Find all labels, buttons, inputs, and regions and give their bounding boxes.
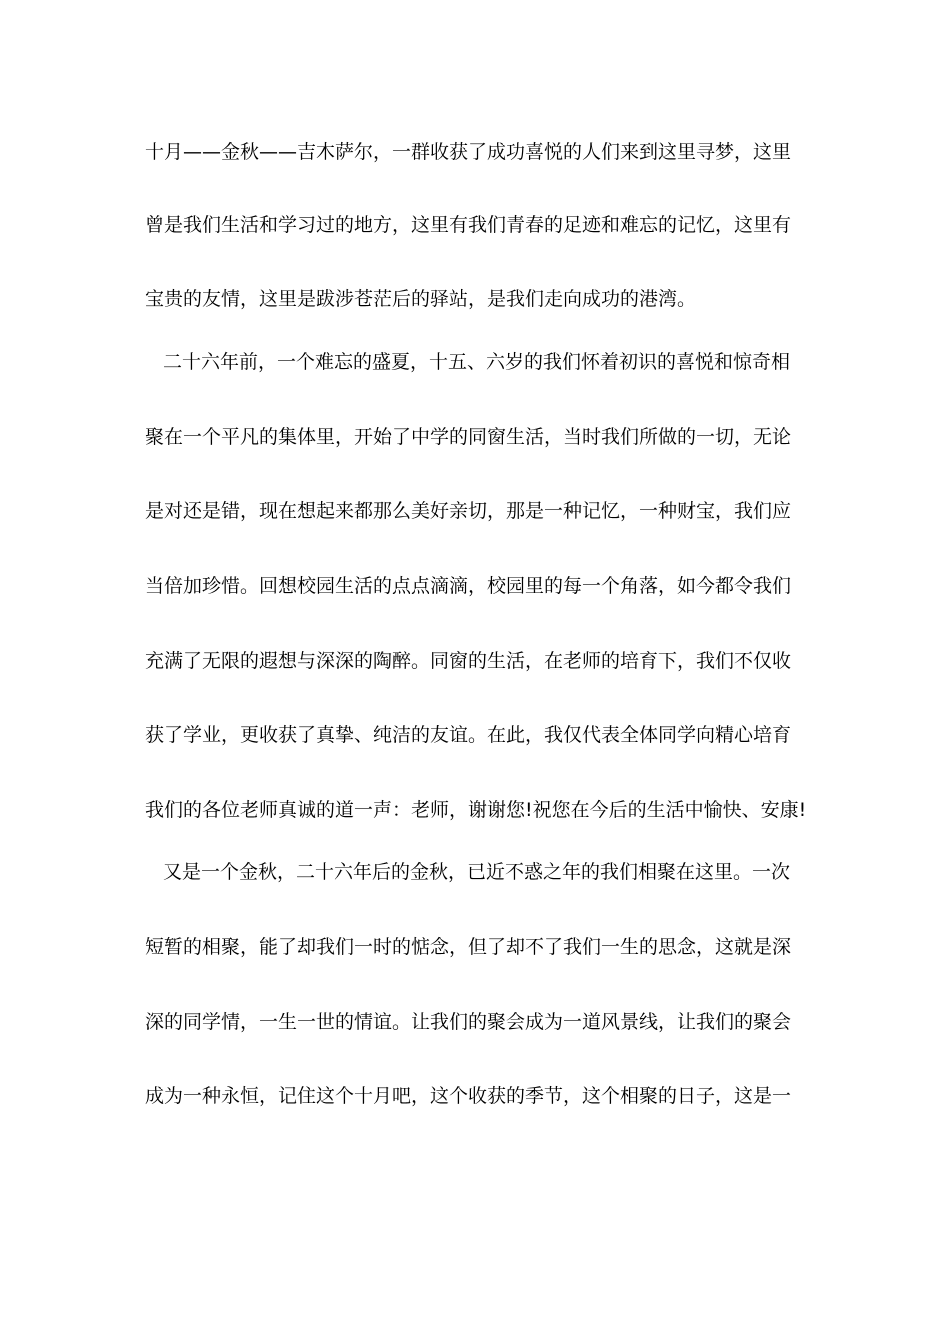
text-line-12: 短暂的相聚，能了却我们一时的惦念，但了却不了我们一生的思念，这就是深 (145, 936, 792, 958)
text-line-8: 充满了无限的遐想与深深的陶醉。同窗的生活，在老师的培育下，我们不仅收 (145, 650, 792, 672)
text-line-11: 又是一个金秋，二十六年后的金秋，已近不惑之年的我们相聚在这里。一次 (163, 861, 791, 883)
text-line-2: 曾是我们生活和学习过的地方，这里有我们青春的足迹和难忘的记忆，这里有 (145, 214, 792, 236)
text-line-14: 成为一种永恒，记住这个十月吧，这个收获的季节，这个相聚的日子，这是一 (145, 1085, 792, 1107)
text-line-13: 深的同学情，一生一世的情谊。让我们的聚会成为一道风景线，让我们的聚会 (145, 1011, 792, 1033)
text-line-6: 是对还是错，现在想起来都那么美好亲切，那是一种记忆，一种财宝，我们应 (145, 500, 792, 522)
text-line-10: 我们的各位老师真诚的道一声：老师，谢谢您!祝您在今后的生活中愉快、安康! (145, 799, 807, 821)
text-line-5: 聚在一个平凡的集体里，开始了中学的同窗生活，当时我们所做的一切，无论 (145, 426, 792, 448)
text-line-9: 获了学业，更收获了真挚、纯洁的友谊。在此，我仅代表全体同学向精心培育 (145, 724, 792, 746)
text-line-1: 十月——金秋——吉木萨尔，一群收获了成功喜悦的人们来到这里寻梦，这里 (145, 141, 792, 163)
text-line-7: 当倍加珍惜。回想校园生活的点点滴滴，校园里的每一个角落，如今都令我们 (145, 575, 792, 597)
text-line-4: 二十六年前，一个难忘的盛夏，十五、六岁的我们怀着初识的喜悦和惊奇相 (163, 351, 791, 373)
text-line-3: 宝贵的友情，这里是跋涉苍茫后的驿站，是我们走向成功的港湾。 (145, 288, 697, 310)
